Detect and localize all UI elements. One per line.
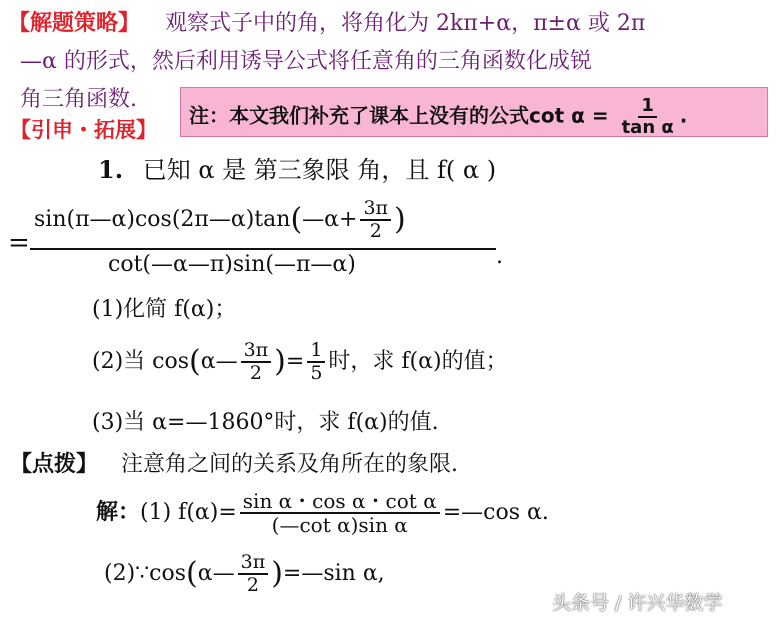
numerator-text: sin(π—α)cos(2π—α)tan: [34, 206, 291, 232]
extension-tag: 【引申・拓展】: [10, 118, 157, 142]
s2-suffix: =—sin α,: [282, 560, 385, 586]
question-3: (3)当 α=—1860°时，求 f(α)的值.: [92, 410, 439, 435]
q2-frac-num: 3π: [241, 340, 272, 363]
problem-number: 1.: [98, 155, 124, 184]
numerator-frac-num: 3π: [360, 198, 391, 221]
numerator-fraction: [360, 198, 391, 242]
solution-label: 解：: [96, 500, 141, 525]
q2-prefix: (2)当 cos: [92, 348, 190, 374]
s2-open-paren: (: [186, 555, 198, 591]
s1-den: (—cot α)sin α: [271, 513, 408, 537]
note-denominator: tan α: [621, 116, 674, 138]
s2-frac-den: 2: [246, 573, 259, 596]
solution-step-1: [96, 490, 549, 536]
note-prefix: 注：本文我们补充了课本上没有的公式cot α =: [189, 103, 609, 128]
main-fraction-bar: [30, 248, 496, 250]
problem-intro: [98, 150, 496, 185]
s2-prefix: (2)∵cos: [104, 560, 187, 586]
strategy-text-2: —α 的形式，然后利用诱导公式将任意角的三角函数化成锐: [20, 49, 592, 74]
q2-frac-den: 2: [249, 361, 262, 384]
s2-fraction: [238, 552, 269, 596]
main-eq-sign: =: [8, 228, 30, 258]
s1-num: sin α・cos α・cot α: [240, 490, 440, 514]
note-fraction: [619, 96, 677, 138]
q2-arg: α—: [200, 348, 238, 374]
main-numerator: [34, 198, 406, 242]
numerator-frac-den: 2: [369, 219, 382, 242]
s1-prefix: (1) f(α)=: [140, 500, 237, 525]
q2-val-num: 1: [307, 340, 325, 363]
problem-intro-text: 已知 α 是 第三象限 角，且 f( α ): [142, 156, 497, 184]
main-period: .: [496, 244, 503, 269]
q2-val-den: 5: [310, 361, 323, 384]
close-paren: ): [394, 201, 406, 237]
watermark: 头条号 / 许兴华数学: [552, 592, 723, 614]
hint-tag: 【点拨】: [10, 452, 99, 477]
hint-line: [10, 447, 458, 478]
strategy-text-1: 观察式子中的角，将角化为 2kπ+α，π±α 或 2π: [165, 11, 646, 36]
q2-close-paren: ): [274, 343, 286, 379]
hint-text: 注意角之间的关系及角所在的象限.: [121, 452, 459, 477]
s1-fraction: [240, 490, 440, 536]
s2-close-paren: ): [271, 555, 283, 591]
question-2: [92, 340, 508, 384]
strategy-line-1: [8, 6, 645, 37]
note-box: [180, 87, 768, 137]
s2-frac-num: 3π: [238, 552, 269, 575]
q2-value-fraction: [307, 340, 325, 384]
numerator-arg: —α+: [302, 206, 358, 232]
note-suffix: .: [679, 103, 688, 128]
strategy-tag: 【解题策略】: [8, 11, 141, 36]
q2-fraction: [241, 340, 272, 384]
note-text: [189, 96, 687, 138]
s1-suffix: =—cos α.: [442, 500, 549, 525]
open-paren: (: [290, 201, 303, 237]
q2-eq: =: [285, 348, 305, 374]
main-denominator: cot(—α—π)sin(—π—α): [108, 252, 356, 277]
question-1: (1)化简 f(α)；: [92, 297, 237, 322]
q2-suffix: 时，求 f(α)的值；: [328, 348, 508, 374]
strategy-text-3: 角三角函数.: [20, 87, 137, 112]
solution-step-2: [104, 552, 385, 596]
note-numerator: 1: [638, 96, 657, 118]
s2-arg: α—: [197, 560, 235, 586]
q2-open-paren: (: [189, 343, 201, 379]
